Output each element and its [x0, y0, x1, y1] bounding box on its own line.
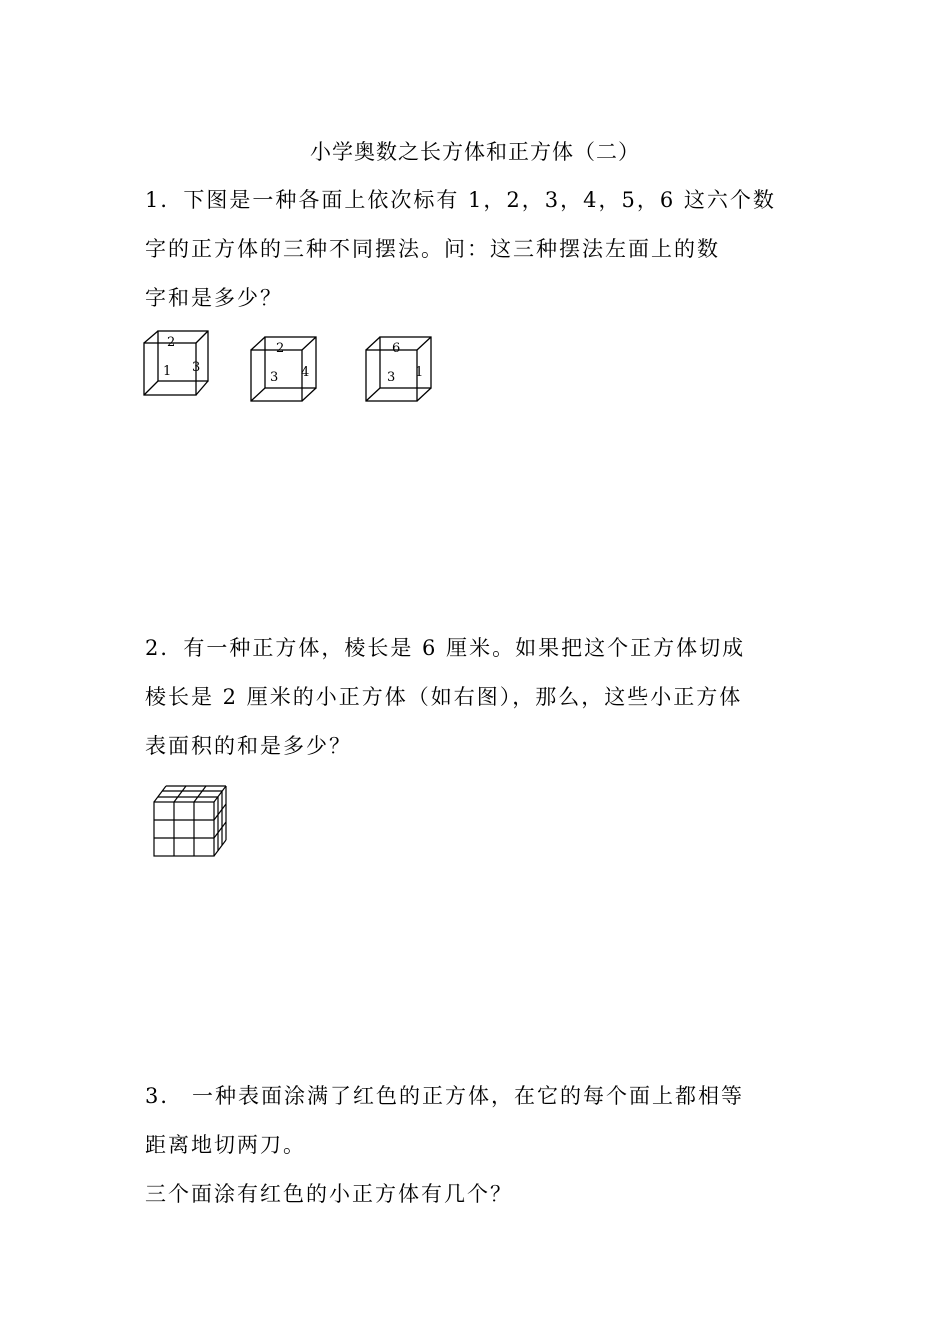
cube-front-number: 1	[163, 364, 172, 379]
question-1-line: 字的正方体的三种不同摆法。问：这三种摆法左面上的数	[145, 237, 720, 261]
cube-top-number: 2	[167, 335, 176, 350]
cube-top-number: 2	[276, 341, 285, 356]
question-3-line: 三个面涂有红色的小正方体有几个？	[145, 1182, 513, 1206]
grid-cube-figure	[150, 782, 234, 860]
question-1-line: 字和是多少？	[145, 286, 283, 310]
question-3	[145, 1072, 810, 1219]
page-title: 小学奥数之长方体和正方体（二）	[310, 140, 640, 164]
cube-figure-3	[363, 333, 437, 405]
question-1	[145, 176, 810, 323]
cube-figure-2	[248, 333, 322, 405]
cube-top-number: 6	[392, 341, 401, 356]
cube-right-number: 3	[192, 360, 201, 375]
question-1-line: 1．下图是一种各面上依次标有 1，2，3，4，5，6 这六个数	[145, 188, 776, 212]
question-3-line: 距离地切两刀。	[145, 1133, 306, 1157]
question-2-line: 表面积的和是多少？	[145, 734, 352, 758]
cube-front-number: 3	[387, 370, 396, 385]
cube-figure-1	[140, 326, 214, 398]
question-2-line: 棱长是 2 厘米的小正方体（如右图），那么，这些小正方体	[145, 685, 743, 709]
question-3-line: 3． 一种表面涂满了红色的正方体，在它的每个面上都相等	[145, 1084, 745, 1108]
question-2	[145, 624, 810, 771]
cube-right-number: 1	[415, 365, 424, 380]
cube-front-number: 3	[270, 370, 279, 385]
cube-right-number: 4	[301, 365, 310, 380]
question-2-line: 2．有一种正方体，棱长是 6 厘米。如果把这个正方体切成	[145, 636, 746, 660]
